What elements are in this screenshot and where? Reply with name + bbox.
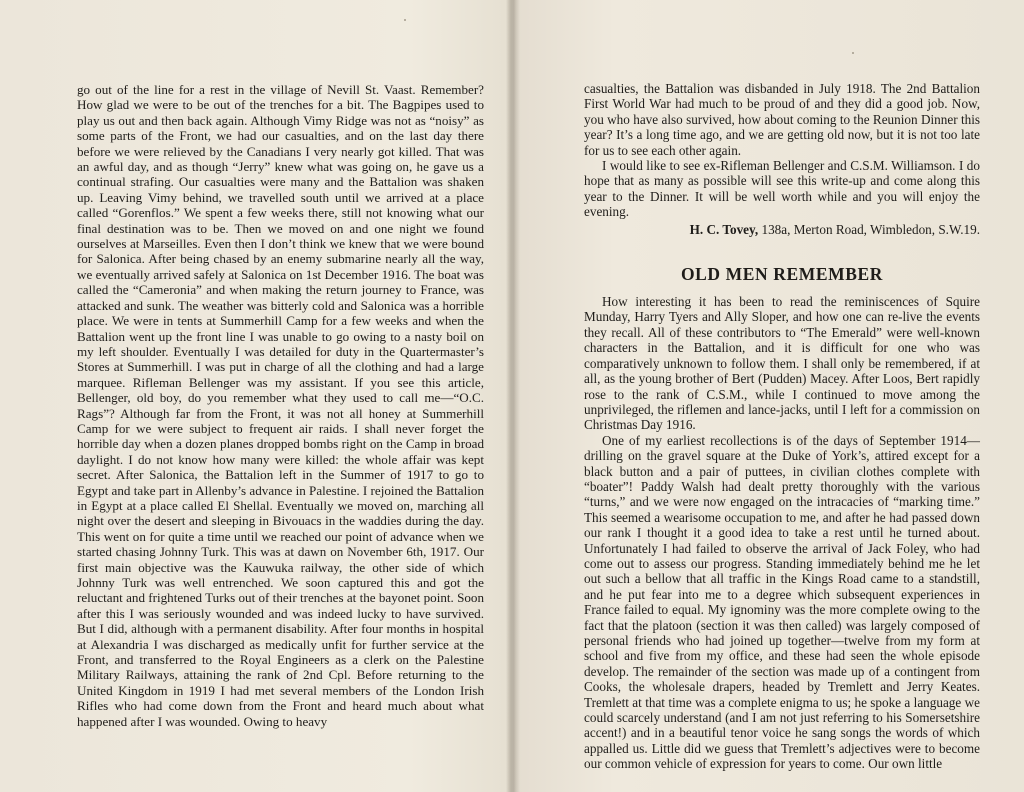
letter-invitation-paragraph: I would like to see ex-Rifleman Bellenger and C.S.M. Williamson. I do hope that as many as possible will see this write-up and come along this year to the Dinner. It will be well worth while and you will enjoy the evening.: [584, 158, 980, 220]
article-paragraph: One of my earliest recollections is of the days of September 1914—drilling on the gravel square at the Duke of York’s, attired except for a black button and a pair of puttees, in civilian clothes complete with “boater”! Paddy Walsh had dealt pretty thoroughly with the various “turns,” and we were now engaged on the intracacies of “marking time.” This seemed a wearisome occupation to me, and after he had passed down our rank I thought it a good idea to take a rest until he turned about. Unfortunately I had failed to observe the arrival of Jack Foley, who had come out to assess our progress. Standing immediately behind me he let out such a bellow that all traffic in the Kings Road came to a standstill, and he put fear into me to a degree which subsequent experiences in France failed to equal. My ignominy was the more complete owing to the fact that the platoon (section it was then called) was largely composed of personal friends who had joined up together—twelve from my form at school and five from my office, and these had seen the whole episode develop. The remainder of the section was made up of a contingent from Cooks, the wholesale drapers, headed by Tremlett and Jerry Keates. Tremlett at that time was a complete enigma to us; he spoke a language we could scarcely understand (and I am not just referring to his Somersetshire accent!) and in a beautiful tenor voice he sang songs the words of which appalled us. Little did we guess that Tremlett’s adjectives were to become our common vehicle of expression for years to come. Our own little: [584, 432, 980, 772]
right-page: [512, 0, 1024, 792]
author-name: H. C. Tovey,: [689, 221, 759, 237]
author-address: 138a, Merton Road, Wimbledon, S.W.19.: [758, 221, 980, 237]
paper-speck: [852, 52, 854, 54]
left-page-body-text: go out of the line for a rest in the village of Nevill St. Vaast. Remember? How glad we were to be out of the trenches for a bit. The Bagpipes used to play us out and then back again. Although Vimy Ridge was not as “noisy” as some parts of the Front, we had our casualties, and on the last day there before we were relieved by the Canadians I very nearly got killed. That was an awful day, and as though “Jerry” knew what was going on, he gave us a continual strafing. Our casualties were many and the Battalion was shaken up. Leaving Vimy behind, we travelled south until we arrived at a place called “Gorenflos.” We spent a few weeks there, still not knowing what our final destination was to be. Then we moved on and one night we found ourselves at Marseilles. Even then I don’t think we knew that we were bound for Salonica. After being chased by an enemy submarine nearly all the way, we eventually arrived safely at Salonica on 1st December 1916. The boat was called the “Cameronia” and when making the return journey to France, was attacked and sunk. The weather was bitterly cold and Salonica was a horrible place. We were in tents at Summerhill Camp for a few weeks and when the Battalion went up the front line I was unable to go owing to a nasty boil on my left shoulder. Eventually I was detailed for duty in the Quartermaster’s Stores at Summerhill. I was put in charge of all the clothing and had a large marquee. Rifleman Bellenger was my assistant. If you see this article, Bellenger, old boy, do you remember what they used to call me—“O.C. Rags”? Although far from the Front, it was not all honey at Summerhill Camp for we were subject to frequent air raids. I shall never forget the horrible day when a dozen planes dropped bombs right on the Camp in broad daylight. I do not know how many were killed: the whole affair was kept secret. After Salonica, the Battalion left in the Summer of 1917 to go to Egypt and take part in Allenby’s advance in Palestine. I rejoined the Battalion in Egypt at a place called El Shellal. Eventually we moved on, marching all night over the desert and sleeping in Bivouacs in the waddies during the day. This went on for quite a time until we reached our point of advance when we started chasing Johnny Turk. This was at dawn on November 6th, 1917. Our first main objective was the Kauwuka railway, the other side of which Johnny Turk was well entrenched. We soon captured this and got the reluctant and frightened Turks out of their trenches at the bayonet point. Soon after this I was seriously wounded and was indeed lucky to have survived. But I did, although with a permanent disability. After four months in hospital at Alexandria I was discharged as medically unfit for further service at the Front, and transferred to the Royal Engineers as a clerk on the Palestine Military Railways, attaining the rank of 2nd Cpl. Before returning to the United Kingdom in 1919 I had met several members of the London Irish Rifles who had come down from the Front and heard much about what happened after I was wounded. Owing to heavy: [77, 82, 484, 729]
letter-signoff: [584, 222, 980, 237]
paper-speck: [404, 19, 406, 21]
article-title: OLD MEN REMEMBER: [680, 264, 884, 285]
article-paragraph: How interesting it has been to read the reminiscences of Squire Munday, Harry Tyers and Ally Sloper, and how one can re-live the events they recall. All of these contributors to “The Emerald” were well-known characters in the Battalion, and it is difficult for one who was comparatively unknown to follow them. I shall only be remembered, if at all, as the young brother of Bert (Pudden) Macey. After Loos, Bert rapidly rose to the rank of C.S.M., while I continued to move among the unprivileged, the riflemen and lance-jacks, until I left for a commission on Christmas Day 1916.: [584, 294, 980, 433]
letter-closing-paragraph: casualties, the Battalion was disbanded in July 1918. The 2nd Battalion First World War had much to be proud of and they did a good job. Now, you who have also survived, how about coming to the Reunion Dinner this year? It’s a long time ago, and we are getting old now, but it is not too late for us to see each other again.: [584, 81, 980, 158]
